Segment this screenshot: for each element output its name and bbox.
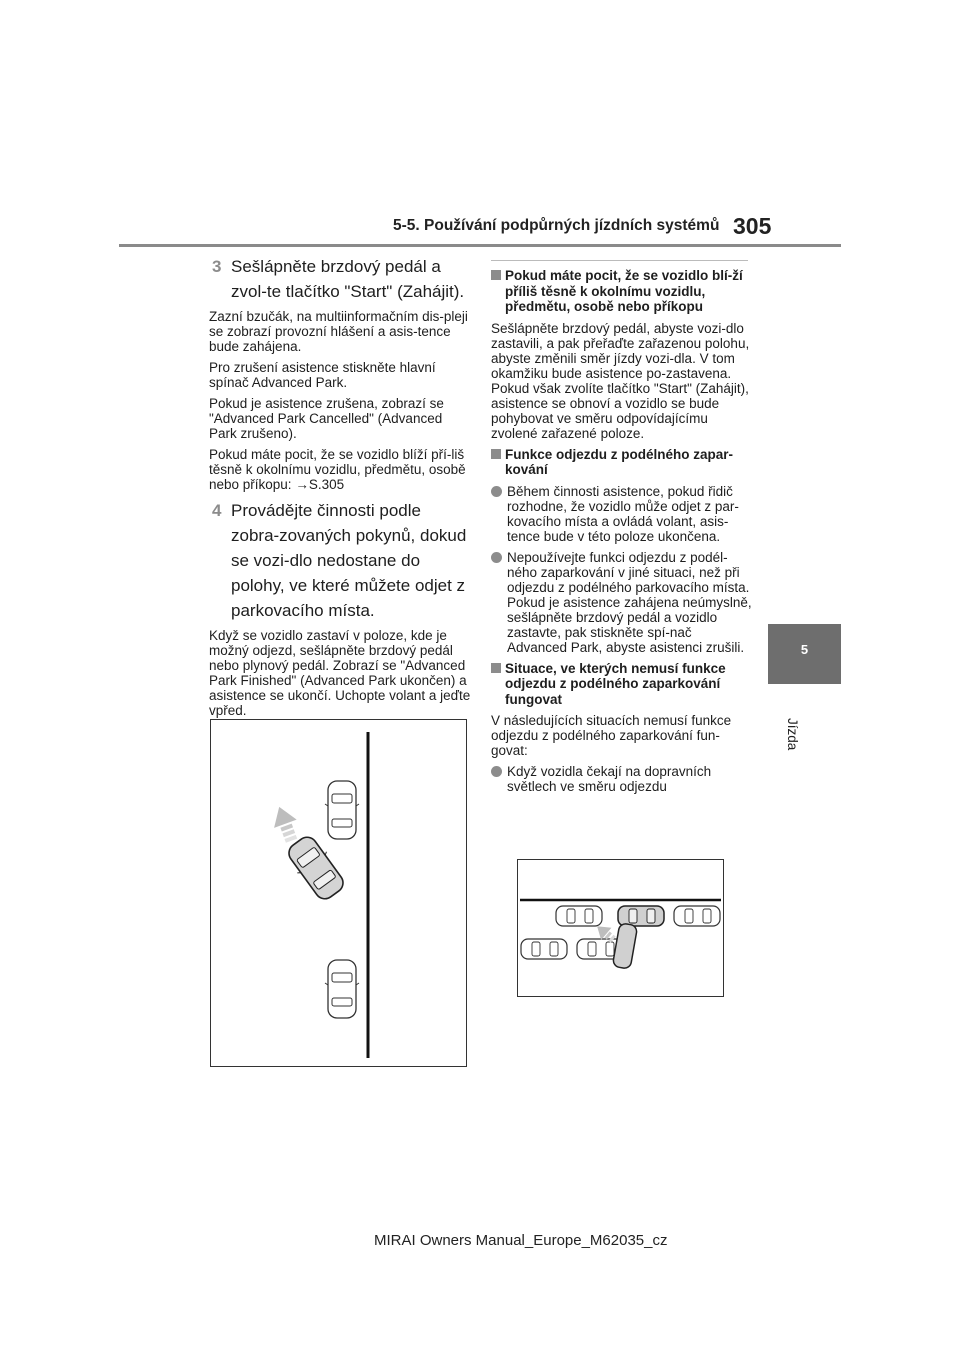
paragraph: Když se vozidlo zastaví v poloze, kde je možný odjezd, sešlápněte brzdový pedál nebo plynový pedál. Zobrazí se "Advanced Park Finished" (Advanced Park ukončen) a asistence se ukončí. Uchopte volant a jeďte vpřed. — [209, 628, 471, 718]
round-bullet-icon — [491, 486, 502, 497]
square-bullet-icon — [491, 270, 501, 280]
step-number: 4 — [212, 501, 222, 520]
bullet-item: Nepoužívejte funkci odjezdu z podél-ného zaparkování v jiné situaci, než při odjezdu z podélného parkovacího místa. Pokud je asistence zahájena neúmyslně, sešlápněte brzdový pedál a vozidlo zastavte, pak stiskněte spí-nač Advanced Park, abyste asistenci zrušili. — [491, 550, 753, 655]
right-column — [491, 268, 753, 800]
chapter-name: Jízda — [785, 718, 800, 751]
direction-arrow-icon — [268, 803, 303, 845]
bullet-item: Když vozidla čekají na dopravních světlech ve směru odjezdu — [491, 764, 753, 794]
subheading: Situace, ve kterých nemusí funkce odjezdu z podélného zaparkování fungovat — [491, 661, 753, 708]
square-bullet-icon — [491, 663, 501, 673]
step-3 — [209, 254, 471, 304]
parked-car-front — [325, 781, 359, 839]
parking-exit-diagram — [211, 720, 466, 1066]
paragraph-with-reference: Pokud máte pocit, že se vozidlo blíží pří-liš těsně k okolnímu vozidlu, předmětu, osobě nebo příkopu: →S.305 — [209, 447, 466, 492]
header-rule — [119, 244, 841, 247]
section-title: 5-5. Používání podpůrných jízdních systémů — [393, 217, 720, 234]
subheading: Funkce odjezdu z podélného zapar-kování — [491, 447, 753, 478]
subheading: Pokud máte pocit, že se vozidlo blí-ží příliš těsně k okolnímu vozidlu, předmětu, osobě nebo příkopu — [491, 268, 753, 315]
square-bullet-icon — [491, 449, 501, 459]
footer-text: MIRAI Owners Manual_Europe_M62035_cz — [374, 1232, 668, 1249]
bullet-item: Během činnosti asistence, pokud řidič rozhodne, že vozidlo může odjet z par-kovacího místa a ovládá volant, asis-tence bude v této poloze ukončena. — [491, 484, 753, 544]
left-column — [209, 254, 471, 724]
paragraph: V následujících situacích nemusí funkce odjezdu z podélného zaparkování fun-govat: — [491, 713, 732, 758]
column-top-rule — [491, 260, 748, 261]
queued-car — [556, 906, 602, 926]
step-text: Sešlápněte brzdový pedál a zvol-te tlačítko "Start" (Zahájit). — [231, 257, 465, 301]
paragraph: Zazní bzučák, na multiinformačním dis-pleji se zobrazí provozní hlášení a asis-tence bude zahájena. — [209, 309, 468, 354]
parked-car — [521, 939, 567, 959]
step-number: 3 — [212, 257, 222, 276]
queued-car — [618, 906, 664, 926]
round-bullet-icon — [491, 552, 502, 563]
step-4 — [209, 498, 471, 623]
parking-exit-illustration — [210, 719, 467, 1067]
exiting-car — [283, 832, 350, 905]
page-number: 305 — [733, 213, 772, 239]
chapter-number: 5 — [800, 642, 809, 657]
step-text: Provádějte činnosti podle zobra-zovaných pokynů, dokud se vozi-dlo nedostane do polohy, ve které můžete odjet z parkovacího místa. — [231, 501, 467, 620]
queued-car — [674, 906, 720, 926]
parked-car-rear — [325, 960, 359, 1018]
paragraph: Sešlápněte brzdový pedál, abyste vozi-dlo zastavili, a pak přeřaďte zařazenou polohu, abyste změnili směr jízdy vozi-dla. V tom okamžiku bude asistence po-zastavena. Pokud však zvolíte tlačítko "Start" (Zahájit), asistence se obnoví a vozidlo se bude pohybovat ve směru odpovídajícímu zvolené zařazené poloze. — [491, 320, 750, 441]
round-bullet-icon — [491, 766, 502, 777]
traffic-queue-diagram — [518, 860, 723, 996]
paragraph: Pokud je asistence zrušena, zobrazí se "Advanced Park Cancelled" (Advanced Park zrušeno). — [209, 396, 444, 441]
exiting-car — [612, 923, 637, 969]
paragraph: Pro zrušení asistence stiskněte hlavní spínač Advanced Park. — [209, 360, 436, 390]
traffic-light-illustration — [517, 859, 724, 997]
